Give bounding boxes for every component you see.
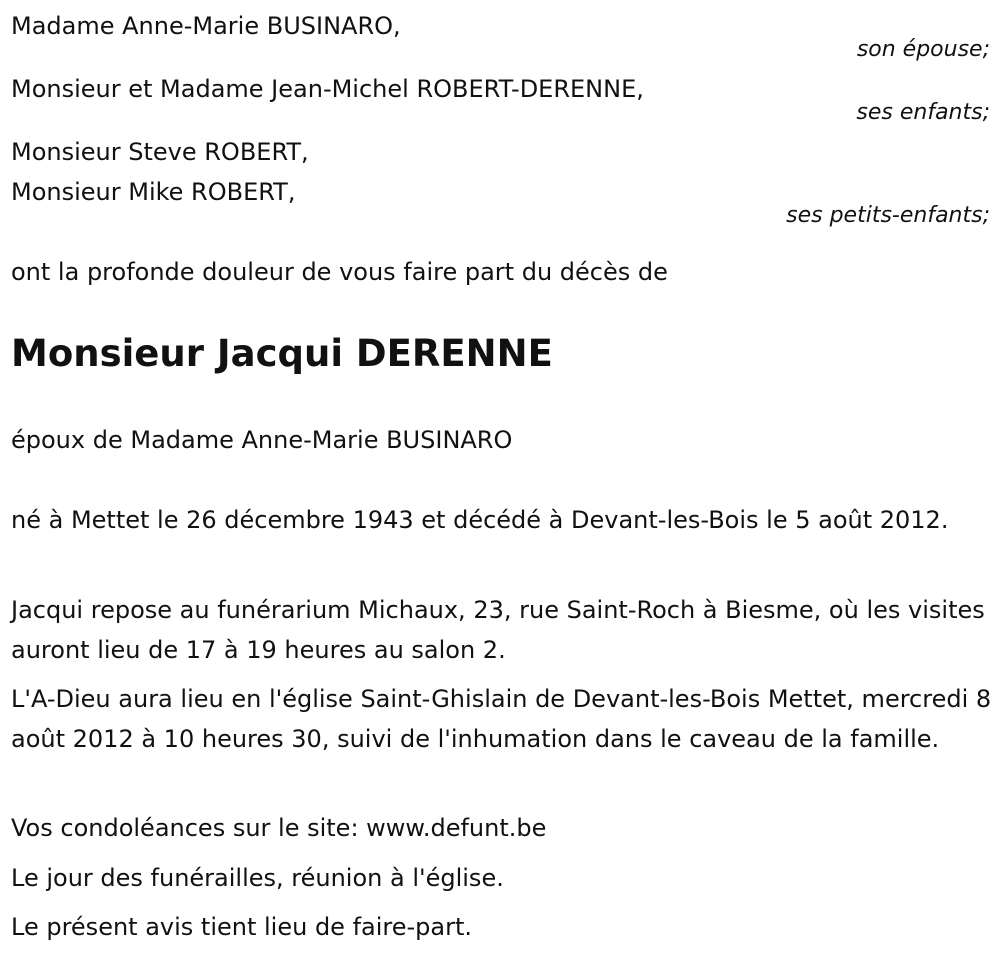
condolences-paragraph: Vos condoléances sur le site: www.defunt.be	[11, 814, 547, 842]
spouse-line: époux de Madame Anne-Marie BUSINARO	[11, 426, 513, 454]
notice-paragraph: Le présent avis tient lieu de faire-part.	[11, 913, 473, 941]
family-member-children: Monsieur et Madame Jean-Michel ROBERT-DERENNE,	[11, 75, 644, 103]
meeting-paragraph: Le jour des funérailles, réunion à l'église.	[11, 864, 504, 892]
birth-death-paragraph: né à Mettet le 26 décembre 1943 et décédé à Devant-les-Bois le 5 août 2012.	[11, 506, 949, 534]
relation-children: ses enfants;	[856, 100, 990, 125]
family-member-grandchild-2: Monsieur Mike ROBERT,	[11, 178, 296, 206]
deceased-name: Monsieur Jacqui DERENNE	[11, 332, 553, 375]
family-member-grandchild-1: Monsieur Steve ROBERT,	[11, 138, 309, 166]
ceremony-paragraph: L'A-Dieu aura lieu en l'église Saint-Ghislain de Devant-les-Bois Mettet, mercredi 8 août 2012 à 10 heures 30, suivi de l'inhumation dans le caveau de la famille.	[11, 685, 992, 753]
rest-paragraph: Jacqui repose au funérarium Michaux, 23, rue Saint-Roch à Biesme, où les visites auront lieu de 17 à 19 heures au salon 2.	[11, 596, 985, 664]
relation-spouse: son épouse;	[856, 37, 990, 62]
relation-grandchildren: ses petits-enfants;	[786, 203, 990, 228]
family-member-spouse: Madame Anne-Marie BUSINARO,	[11, 12, 401, 40]
announcement-text: ont la profonde douleur de vous faire part du décès de	[11, 258, 668, 286]
